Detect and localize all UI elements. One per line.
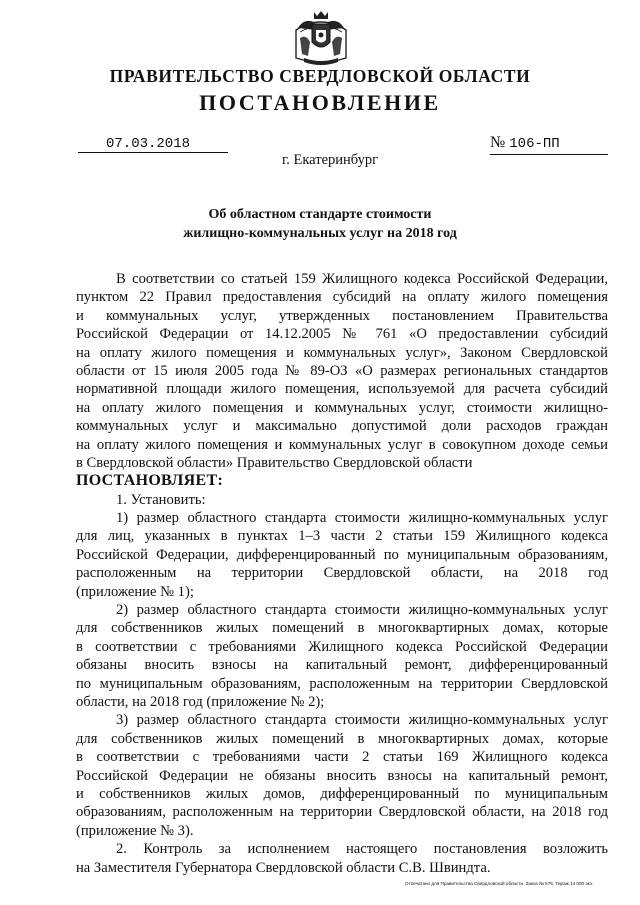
body-line: 3) размер областного стандарта стоимости жилищно-коммунальных услуг — [116, 712, 608, 729]
body-line: на оплату жилого помещения и коммунальных услуг, стоимости жилищно- — [76, 399, 608, 416]
body-line: расположенным на территории Свердловской области, на 2018 год — [76, 565, 608, 582]
coat-of-arms-icon — [290, 8, 352, 68]
body-line: 2. Контроль за исполнением настоящего постановления возложить — [116, 841, 608, 858]
body-line: для собственников жилых помещений в многоквартирных домах, которые — [76, 620, 608, 637]
body-line: Российской Федерации от 14.12.2005 № 761 «О предоставлении субсидий — [76, 326, 608, 343]
body-line: (приложение № 3). — [76, 822, 194, 839]
body-line: в Свердловской области» Правительство Свердловской области — [76, 454, 473, 471]
body-line: Российской Федерации, дифференцированный по муниципальным образованиям, — [76, 546, 608, 563]
document-date: 07.03.2018 — [78, 136, 228, 153]
body-line: и коммунальных услуг, утвержденных постановлением Правительства — [76, 307, 608, 324]
document-body — [76, 270, 608, 877]
body-line: области, на 2018 год (приложение № 2); — [76, 693, 325, 710]
city-name: г. Екатеринбург — [281, 152, 379, 168]
body-line: на оплату жилого помещения и коммунальных услуг в совокупном доходе семьи — [76, 436, 608, 453]
number-sign: № — [490, 134, 506, 151]
body-line: образованиям, расположенным на территории Свердловской области, на 2018 год — [76, 804, 608, 821]
document-type: ПОСТАНОВЛЕНИЕ — [199, 90, 441, 115]
body-line: на Заместителя Губернатора Свердловской области С.В. Швиндта. — [76, 859, 491, 876]
organization-name: ПРАВИТЕЛЬСТВО СВЕРДЛОВСКОЙ ОБЛАСТИ — [109, 66, 531, 86]
body-line: по муниципальным образованиям, расположенным на территории Свердловской — [76, 675, 608, 692]
title-line: Об областном стандарте стоимости — [208, 207, 432, 222]
body-line: 2) размер областного стандарта стоимости жилищно-коммунальных услуг — [116, 602, 608, 619]
body-line: области от 15 июля 2005 года № 89-ОЗ «О размерах региональных стандартов — [76, 362, 608, 379]
body-line: в соответствии с требованиями Жилищного кодекса Российской Федерации — [76, 638, 608, 655]
title-line: жилищно-коммунальных услуг на 2018 год — [183, 226, 457, 241]
document-title — [0, 205, 640, 243]
body-line: нормативной площади жилого помещения, используемой для расчета субсидий — [76, 381, 608, 398]
body-line: для лиц, указанных в пунктах 1–3 части 2 статьи 159 Жилищного кодекса — [76, 528, 608, 545]
body-line: на оплату жилого помещения и коммунальных услуг», Законом Свердловской — [76, 344, 608, 361]
body-line: 1) размер областного стандарта стоимости жилищно-коммунальных услуг — [116, 510, 608, 527]
body-line: и собственников жилых домов, дифференцированный по муниципальным — [76, 785, 608, 802]
body-line: В соответствии со статьей 159 Жилищного кодекса Российской Федерации, — [116, 271, 608, 287]
body-line: Российской Федерации не обязаны вносить взносы на капитальный ремонт, — [76, 767, 608, 784]
resolves-heading: ПОСТАНОВЛЯЕТ: — [76, 472, 224, 490]
number-value: 106-ПП — [509, 136, 560, 152]
body-line: для собственников жилых помещений в многоквартирных домах, которые — [76, 730, 608, 747]
body-line: обязаны вносить взносы на капитальный ремонт, дифференцированный — [76, 657, 608, 674]
body-line: в соответствии с требованиями части 2 статьи 169 Жилищного кодекса — [76, 749, 608, 766]
body-line: (приложение № 1); — [76, 583, 194, 600]
body-line: пунктом 22 Правил предоставления субсидий на оплату жилого помещения — [76, 289, 608, 306]
body-line: коммунальных услуг и максимально допустимой доли расходов граждан — [76, 418, 608, 435]
body-line: 1. Установить: — [116, 491, 206, 508]
print-footnote: Отпечатано для Правительства Свердловской области. Заказ № 575. Тираж 14 000 экз. — [405, 881, 594, 886]
